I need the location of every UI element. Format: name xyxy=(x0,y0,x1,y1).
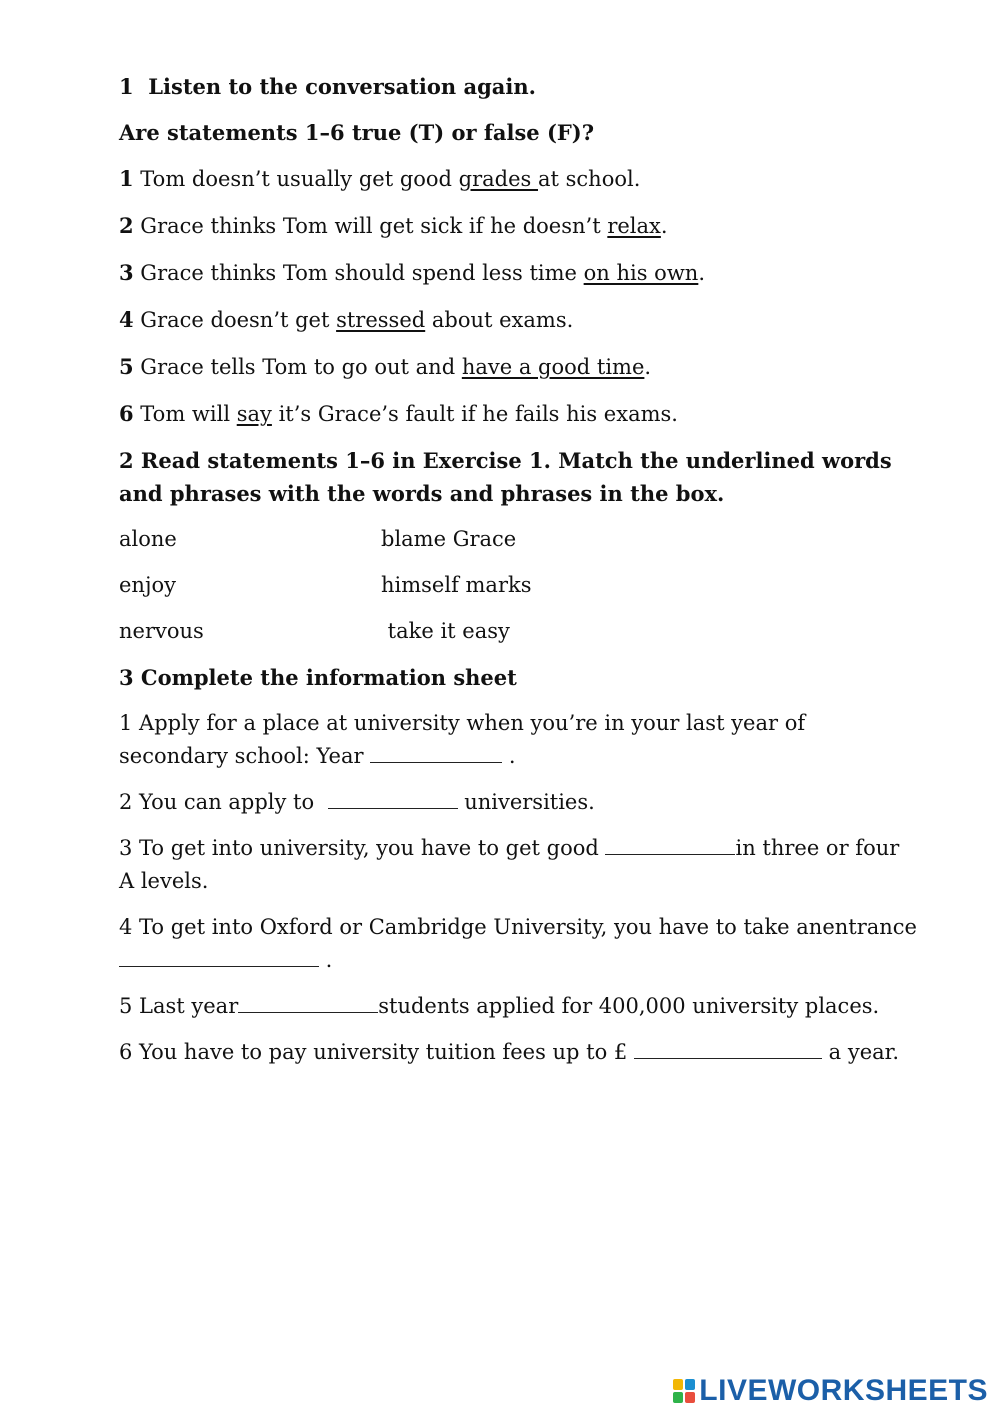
word-box-row: nervous take it easy xyxy=(119,619,510,643)
statement: 1 Tom doesn’t usually get good grades at school. xyxy=(119,166,641,191)
underlined-phrase: on his own xyxy=(583,261,699,285)
statement: 3 Grace thinks Tom should spend less time on his own. xyxy=(119,260,706,285)
underlined-phrase: relax xyxy=(607,214,661,238)
exercise-1-heading: 1 Listen to the conversation again. xyxy=(119,74,536,99)
statement: 2 Grace thinks Tom will get sick if he doesn’t relax. xyxy=(119,213,668,238)
exercise-3-heading: 3 Complete the information sheet xyxy=(119,665,517,690)
info-item: 2 You can apply to universities. xyxy=(119,790,595,814)
logo-text: LIVEWORKSHEETS xyxy=(699,1374,988,1407)
statement: 5 Grace tells Tom to go out and have a good time. xyxy=(119,354,652,379)
info-item: 6 You have to pay university tuition fees up to £ a year. xyxy=(119,1040,900,1064)
underlined-phrase: say xyxy=(236,402,272,426)
answer-blank[interactable] xyxy=(238,992,378,1013)
exercise-2-heading: 2 Read statements 1–6 in Exercise 1. Match the underlined words and phrases with the words and phrases in the box. xyxy=(119,448,892,506)
info-item: 3 To get into university, you have to get good in three or four A levels. xyxy=(119,836,900,893)
answer-blank[interactable] xyxy=(634,1038,822,1059)
liveworksheets-logo xyxy=(673,1374,988,1408)
word-box-row: alone blame Grace xyxy=(119,527,517,551)
info-item: 1 Apply for a place at university when you’re in your last year of secondary school: Year . xyxy=(119,711,806,768)
worksheet xyxy=(119,70,919,1082)
info-item: 4 To get into Oxford or Cambridge University, you have to take anentrance . xyxy=(119,915,917,972)
answer-blank[interactable] xyxy=(119,946,319,967)
underlined-phrase: grades xyxy=(458,167,538,191)
answer-blank[interactable] xyxy=(605,834,735,855)
liveworksheets-logo-icon xyxy=(673,1379,695,1403)
answer-blank[interactable] xyxy=(328,788,458,809)
statement: 4 Grace doesn’t get stressed about exams. xyxy=(119,307,574,332)
underlined-phrase: stressed xyxy=(336,308,426,332)
word-box-row: enjoy himself marks xyxy=(119,573,532,597)
statement: 6 Tom will say it’s Grace’s fault if he fails his exams. xyxy=(119,401,678,426)
underlined-phrase: have a good time xyxy=(461,355,645,379)
answer-blank[interactable] xyxy=(370,742,502,763)
info-item: 5 Last year students applied for 400,000 university places. xyxy=(119,994,880,1018)
exercise-1-question: Are statements 1–6 true (T) or false (F)? xyxy=(119,120,595,145)
